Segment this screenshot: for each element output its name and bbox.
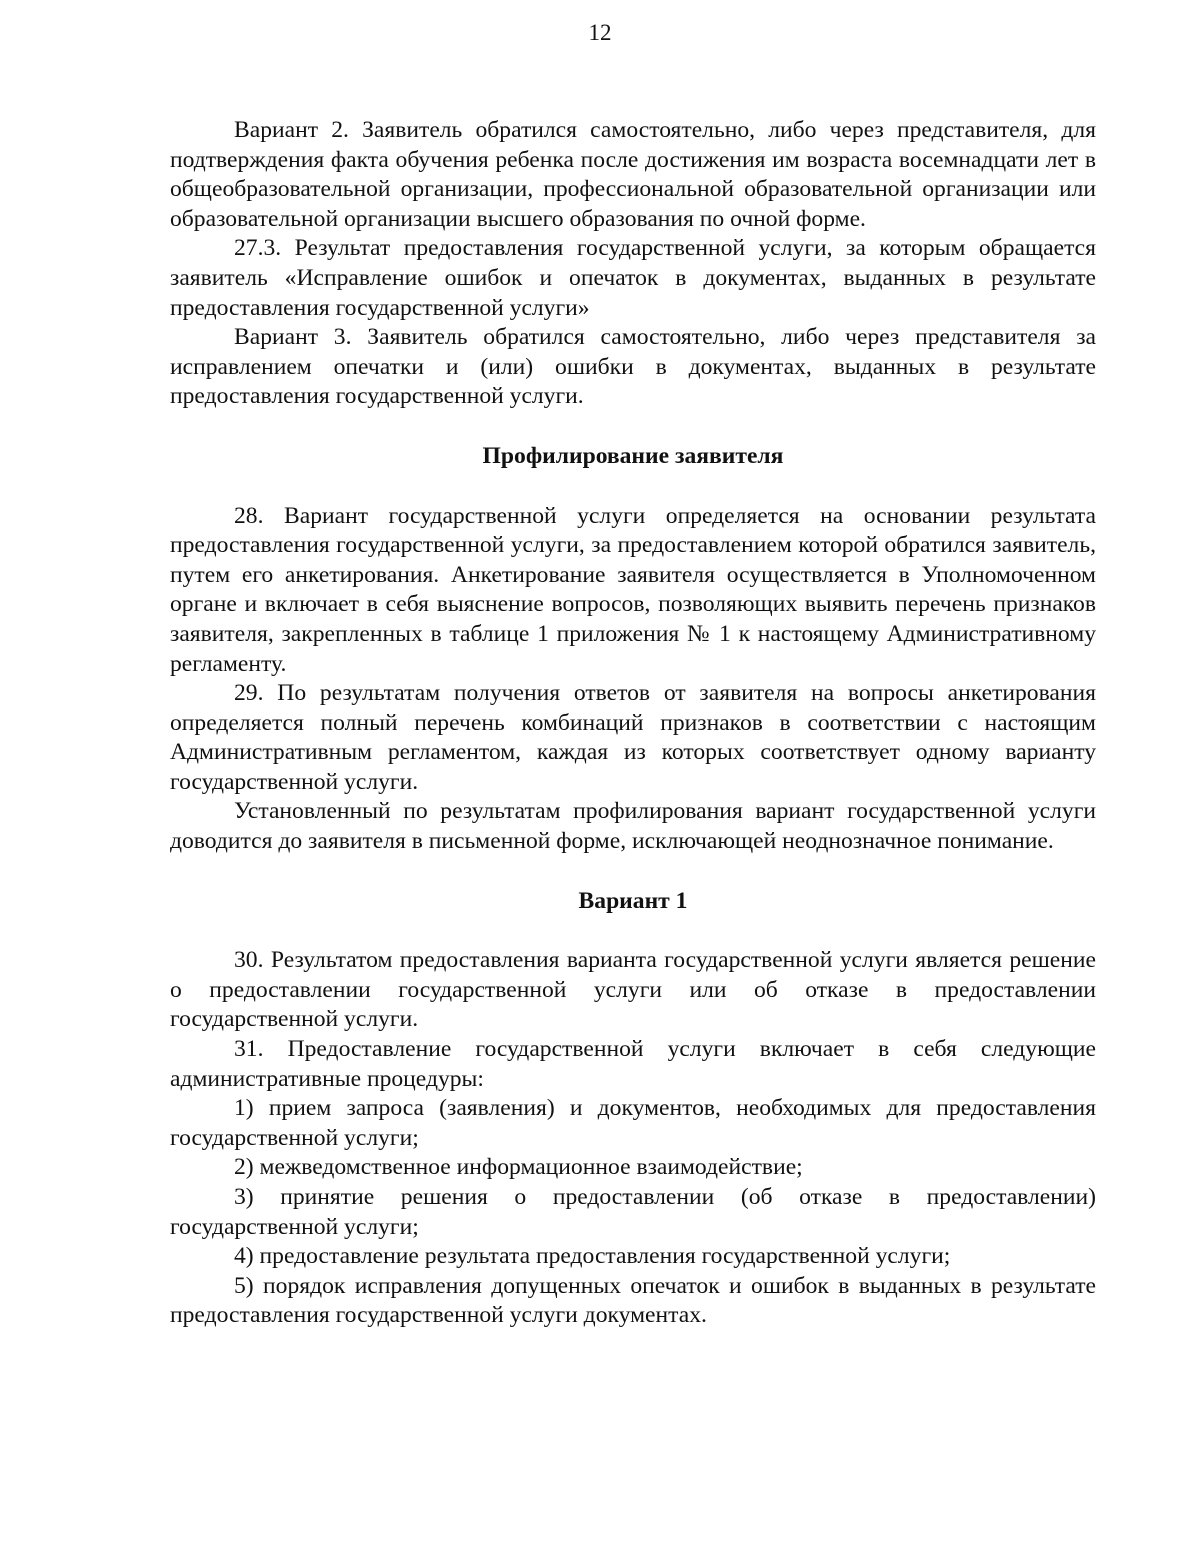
paragraph-27-3: 27.3. Результат предоставления государственной услуги, за которым обращается заявитель «Исправление ошибок и опечаток в документах, выданных в результате предоставления государственной услуги» <box>170 235 1096 321</box>
section-heading-variant-1: Вариант 1 <box>578 887 688 914</box>
paragraph-variant-2: Вариант 2. Заявитель обратился самостоятельно, либо через представителя, для подтверждения факта обучения ребенка после достижения им возраста восемнадцати лет в общеобразовательной организации, профессиональной образовательной организации или образовательной организации высшего образования по очной форме. <box>170 117 1096 232</box>
paragraph-variant-3: Вариант 3. Заявитель обратился самостоятельно, либо через представителя за исправлением опечатки и (или) ошибки в документах, выданных в результате предоставления государственной услуги. <box>170 324 1096 410</box>
paragraph-28: 28. Вариант государственной услуги определяется на основании результата предоставления государственной услуги, за предоставлением которой обратился заявитель, путем его анкетирования. Анкетирование заявителя осуществляется в Уполномоченном органе и включает в себя выяснение вопросов, позволяющих выявить перечень признаков заявителя, закрепленных в таблице 1 приложения № 1 к настоящему Административному регламенту. <box>170 502 1096 677</box>
paragraph-profiling-result: Установленный по результатам профилирования вариант государственной услуги доводится до заявителя в письменной форме, исключающей неоднозначное понимание. <box>170 798 1096 855</box>
list-item-3: 3) принятие решения о предоставлении (об отказе в предоставлении) государственной услуги; <box>170 1184 1096 1240</box>
document-body <box>170 116 1096 1331</box>
list-item-5: 5) порядок исправления допущенных опечаток и ошибок в выданных в результате предоставления государственной услуги документах. <box>170 1272 1096 1329</box>
paragraph-31: 31. Предоставление государственной услуги включает в себя следующие административные процедуры: <box>170 1036 1096 1092</box>
page-number: 12 <box>588 20 612 45</box>
paragraph-29: 29. По результатам получения ответов от заявителя на вопросы анкетирования определяется полный перечень комбинаций признаков в соответствии с настоящим Административным регламентом, каждая из которых соответствует одному варианту государственной услуги. <box>170 680 1096 795</box>
list-item-4: 4) предоставление результата предоставления государственной услуги; <box>234 1243 951 1270</box>
paragraph-30: 30. Результатом предоставления варианта государственной услуги является решение о предоставлении государственной услуги или об отказе в предоставлении государственной услуги. <box>170 947 1096 1033</box>
list-item-2: 2) межведомственное информационное взаимодействие; <box>234 1154 803 1181</box>
list-item-1: 1) прием запроса (заявления) и документов, необходимых для предоставления государственной услуги; <box>170 1095 1096 1151</box>
section-heading-profiling: Профилирование заявителя <box>482 442 784 469</box>
